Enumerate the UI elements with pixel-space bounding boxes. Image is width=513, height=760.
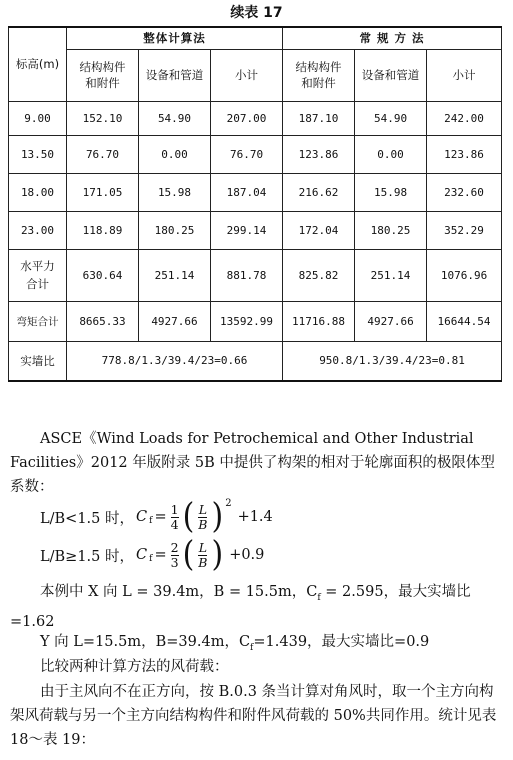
formula-equals: = — [154, 547, 167, 563]
table-cell: 8665.33 — [67, 301, 139, 341]
fraction-denominator: 3 — [170, 554, 179, 570]
y-direction-sub: f — [250, 642, 254, 653]
row-label: 弯矩合计 — [9, 301, 67, 341]
wind-load-table — [8, 26, 502, 382]
fraction-numerator: 2 — [170, 539, 179, 555]
table-row — [9, 249, 502, 301]
table-cell: 187.04 — [211, 173, 283, 211]
table-row — [9, 341, 502, 381]
table-cell: 4927.66 — [355, 301, 427, 341]
table-cell: 232.60 — [427, 173, 502, 211]
table-cell: 630.64 — [67, 249, 139, 301]
formula-cf-sub: f — [149, 516, 153, 526]
row-label: 9.00 — [9, 101, 67, 135]
table-cell: 123.86 — [427, 135, 502, 173]
table-cell: 76.70 — [67, 135, 139, 173]
x-direction-text: 本例中 X 向 L = 39.4m，B = 15.5m，C — [40, 584, 318, 600]
table-cell: 207.00 — [211, 101, 283, 135]
paragraph-asce-reference: ASCE《Wind Loads for Petrochemical and Other Industrial Facilities》2012 年版附录 5B 中提供了构架的相对于轮廓面积的极限体型系数： — [10, 431, 495, 495]
formula-inner-fraction — [198, 503, 207, 532]
table-cell: 13592.99 — [211, 301, 283, 341]
inner-numerator: L — [198, 501, 208, 517]
table-cell: 0.00 — [355, 135, 427, 173]
table-cell: 180.25 — [139, 211, 211, 249]
table-cell: 242.00 — [427, 101, 502, 135]
solidity-value-conventional: 950.8/1.3/39.4/23=0.81 — [283, 341, 502, 381]
table-cell: 54.90 — [139, 101, 211, 135]
sub-header-equipment-1: 设备和管道 — [139, 49, 211, 101]
sub-header-structure-1: 结构构件和附件 — [67, 49, 139, 101]
table-cell: 187.10 — [283, 101, 355, 135]
formula-case-2 — [10, 534, 265, 575]
table-cell: 216.62 — [283, 173, 355, 211]
row-label: 水平力合计 — [9, 249, 67, 301]
table-cell: 0.00 — [139, 135, 211, 173]
table-cell: 15.98 — [139, 173, 211, 211]
inner-denominator: B — [198, 554, 208, 570]
formula-cf: C — [136, 509, 148, 525]
formula-fraction — [171, 503, 179, 532]
table-cell: 54.90 — [355, 101, 427, 135]
table-cell: 180.25 — [355, 211, 427, 249]
formula-fraction — [171, 541, 179, 570]
row-label: 13.50 — [9, 135, 67, 173]
table-cell: 172.04 — [283, 211, 355, 249]
x-direction-tail: = 2.595，最大实墙比=1.62 — [10, 584, 471, 630]
left-paren: ( — [182, 496, 195, 537]
inner-denominator: B — [198, 516, 208, 532]
formula-cf-sub: f — [149, 554, 153, 564]
paragraph-compare: 比较两种计算方法的风荷载： — [40, 659, 229, 675]
formula-equals: = — [154, 509, 167, 525]
sub-header-subtotal-2: 小计 — [427, 49, 502, 101]
formula-tail: +1.4 — [237, 509, 273, 525]
y-direction-text: Y 向 L=15.5m，B=39.4m，C — [40, 634, 251, 650]
solidity-value-overall: 778.8/1.3/39.4/23=0.66 — [67, 341, 283, 381]
inner-numerator: L — [198, 539, 208, 555]
overall-method-header: 整体计算法 — [67, 27, 283, 49]
formula-condition: L/B≥1.5 时， — [40, 548, 134, 565]
table-row — [9, 301, 502, 341]
table-cell: 15.98 — [355, 173, 427, 211]
table-cell: 152.10 — [67, 101, 139, 135]
table-cell: 251.14 — [355, 249, 427, 301]
table-cell: 76.70 — [211, 135, 283, 173]
conventional-method-header: 常 规 方 法 — [283, 27, 502, 49]
table-cell: 825.82 — [283, 249, 355, 301]
solidity-label: 实墙比 — [9, 341, 67, 381]
table-cell: 118.89 — [67, 211, 139, 249]
table-row — [9, 173, 502, 211]
left-paren: ( — [182, 534, 195, 575]
table-row — [9, 101, 502, 135]
row-label: 18.00 — [9, 173, 67, 211]
formula-cf: C — [136, 547, 148, 563]
fraction-denominator: 4 — [170, 516, 179, 532]
formula-condition: L/B<1.5 时， — [40, 510, 134, 527]
paragraph-diagonal-wind: 由于主风向不在正方向，按 B.0.3 条当计算对角风时，取一个主方向构架风荷载与另一个主方向结构构件和附件风荷载的 50%共同作用。统计见表 18～表 19： — [10, 684, 497, 748]
table-cell: 881.78 — [211, 249, 283, 301]
table-cell: 171.05 — [67, 173, 139, 211]
formula-tail: +0.9 — [229, 547, 265, 563]
table-cell: 299.14 — [211, 211, 283, 249]
table-cell: 123.86 — [283, 135, 355, 173]
table-cell: 251.14 — [139, 249, 211, 301]
right-paren: ) — [211, 534, 224, 575]
x-direction-sub: f — [317, 592, 321, 603]
formula-power: 2 — [225, 497, 232, 509]
formula-case-1 — [10, 496, 273, 537]
table-row — [9, 135, 502, 173]
paragraph-x-direction — [10, 580, 505, 634]
table-cell: 4927.66 — [139, 301, 211, 341]
sub-header-structure-2: 结构构件和附件 — [283, 49, 355, 101]
sub-header-subtotal-1: 小计 — [211, 49, 283, 101]
table-cell: 11716.88 — [283, 301, 355, 341]
fraction-numerator: 1 — [170, 501, 179, 517]
table-row — [9, 211, 502, 249]
table-cell: 16644.54 — [427, 301, 502, 341]
row-label: 23.00 — [9, 211, 67, 249]
right-paren: ) — [211, 496, 224, 537]
y-direction-tail: =1.439，最大实墙比=0.9 — [253, 634, 430, 650]
height-column-header: 标高(m) — [9, 27, 67, 101]
formula-inner-fraction — [198, 541, 207, 570]
table-cell: 1076.96 — [427, 249, 502, 301]
table-title: 续表 17 — [230, 5, 283, 21]
sub-header-equipment-2: 设备和管道 — [355, 49, 427, 101]
table-cell: 352.29 — [427, 211, 502, 249]
